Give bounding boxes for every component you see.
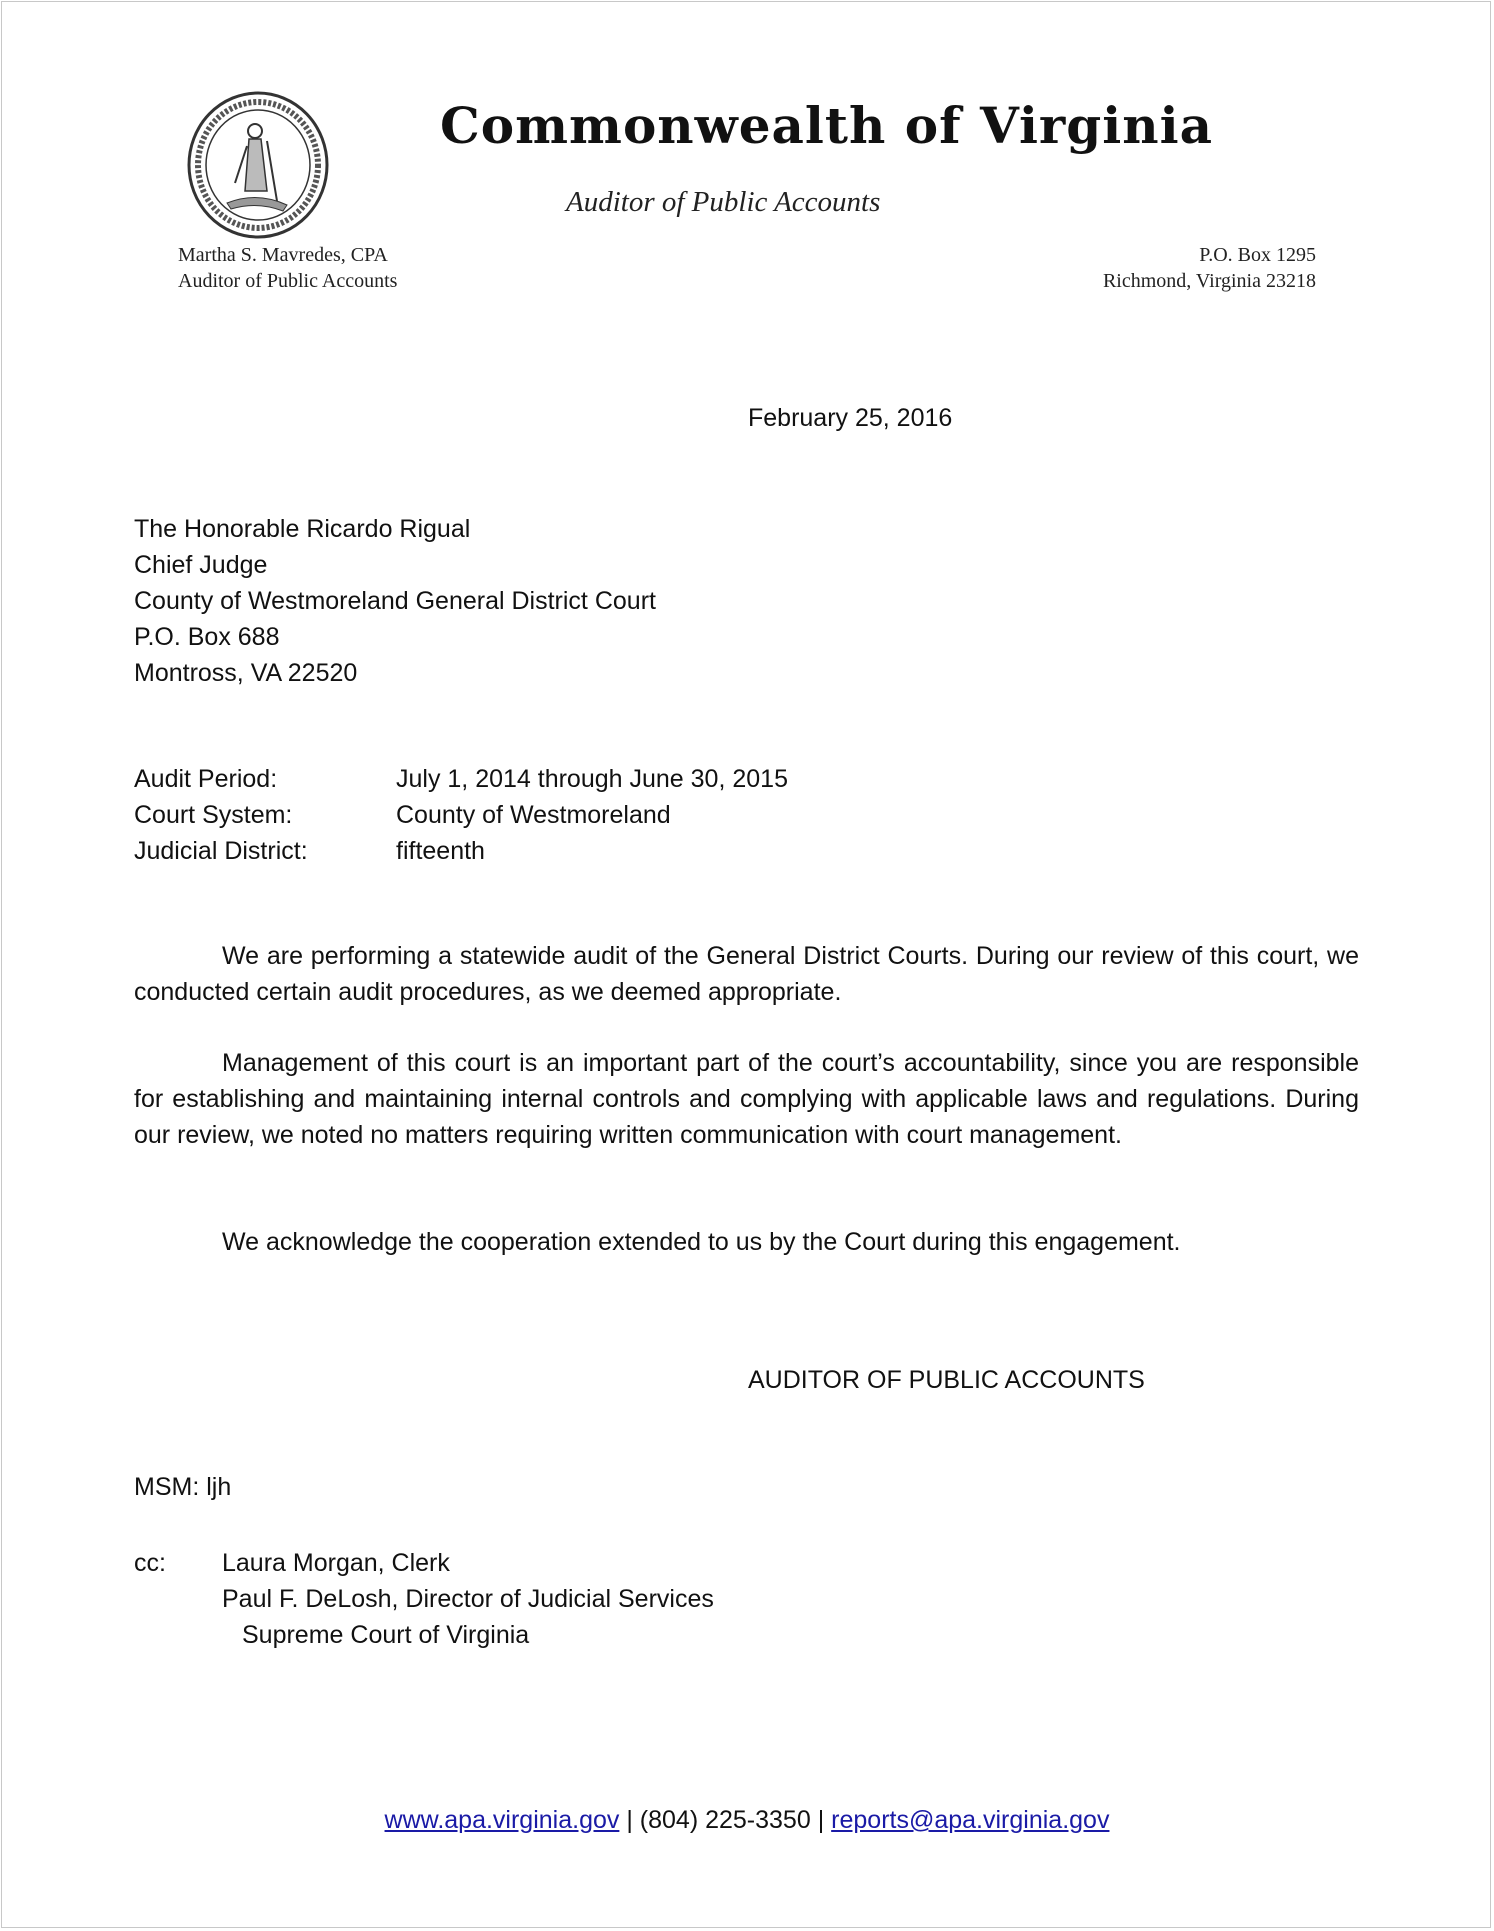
body-paragraph (134, 1045, 1359, 1153)
cc-recipient: Paul F. DeLosh, Director of Judicial Services (222, 1585, 714, 1613)
auditor-name-block (178, 242, 397, 294)
recipient-line: Montross, VA 22520 (134, 659, 358, 687)
audit-info-label: Audit Period: (134, 765, 278, 793)
paragraph-text: We are performing a statewide audit of the General District Courts. During our review of this court, we conducted certain audit procedures, as we deemed appropriate. (134, 942, 1359, 1006)
recipient-line: Chief Judge (134, 551, 268, 579)
website-link[interactable]: www.apa.virginia.gov (384, 1806, 620, 1834)
phone-number: (804) 225-3350 (639, 1806, 811, 1834)
cc-label: cc: (134, 1549, 166, 1577)
footer-separator: | (817, 1806, 825, 1834)
recipient-address (134, 511, 656, 691)
audit-info-label: Court System: (134, 801, 293, 829)
virginia-state-seal-icon (187, 91, 329, 239)
letter-date: February 25, 2016 (748, 404, 953, 432)
signature-block: AUDITOR OF PUBLIC ACCOUNTS (748, 1366, 1145, 1394)
letterhead-subtitle: Auditor of Public Accounts (566, 186, 881, 218)
audit-info-row (134, 833, 788, 869)
footer (0, 1806, 1494, 1835)
cc-recipient-org: Supreme Court of Virginia (242, 1621, 530, 1649)
cc-spacer (134, 1617, 222, 1653)
audit-info-value: fifteenth (396, 837, 485, 865)
cc-spacer (134, 1581, 222, 1617)
po-box: P.O. Box 1295 (1199, 244, 1316, 266)
email-link[interactable]: reports@apa.virginia.gov (831, 1806, 1110, 1834)
city-state-zip: Richmond, Virginia 23218 (1102, 270, 1316, 292)
cc-recipient: Laura Morgan, Clerk (222, 1549, 450, 1577)
auditor-name: Martha S. Mavredes, CPA (178, 244, 388, 266)
cc-block (134, 1545, 714, 1653)
letterhead-title: Commonwealth of Virginia (440, 96, 1213, 155)
office-address-block (1103, 242, 1316, 294)
body-paragraph (134, 1224, 1359, 1260)
footer-separator: | (626, 1806, 633, 1834)
recipient-line: The Honorable Ricardo Rigual (134, 515, 471, 543)
audit-info-value: July 1, 2014 through June 30, 2015 (396, 765, 788, 793)
audit-info-row (134, 797, 788, 833)
body-paragraph (134, 938, 1359, 1010)
audit-info-value: County of Westmoreland (396, 801, 671, 829)
paragraph-text: Management of this court is an important part of the court’s accountability, since you are responsible for establishing and maintaining internal controls and complying with applicable laws and regulations. During our review, we noted no matters requiring written communication with court management. (134, 1049, 1359, 1149)
audit-info (134, 761, 788, 869)
auditor-title: Auditor of Public Accounts (178, 270, 398, 292)
cc-row (134, 1581, 714, 1617)
cc-row (134, 1545, 714, 1581)
recipient-line: County of Westmoreland General District Court (134, 587, 656, 615)
cc-row (134, 1617, 714, 1653)
paragraph-text: We acknowledge the cooperation extended to us by the Court during this engagement. (222, 1228, 1181, 1256)
reference-initials: MSM: ljh (134, 1473, 232, 1501)
audit-info-label: Judicial District: (134, 837, 308, 865)
audit-info-row (134, 761, 788, 797)
recipient-line: P.O. Box 688 (134, 623, 280, 651)
